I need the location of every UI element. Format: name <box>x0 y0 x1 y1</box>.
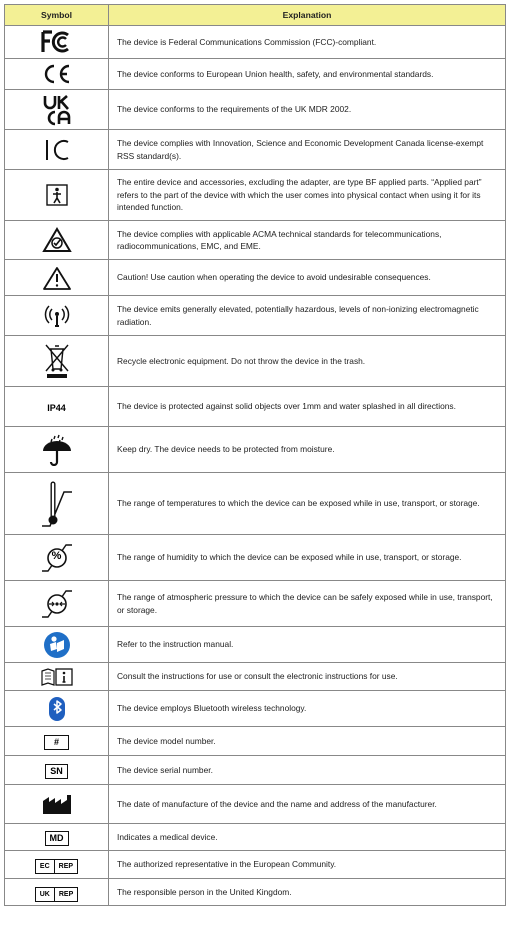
explanation-text: The entire device and accessories, excluding the adapter, are type BF applied parts. “Applied part” refers to the part of the device with which the user comes into physical contact when using it for its intended function. <box>109 170 506 221</box>
keep-dry-icon <box>40 434 74 466</box>
table-row <box>5 130 506 170</box>
table-row <box>5 296 506 336</box>
explanation-column-header: Explanation <box>109 5 506 26</box>
fcc-icon <box>40 30 74 54</box>
explanation-text: The device complies with Innovation, Science and Economic Development Canada license-exempt RSS standard(s). <box>109 130 506 170</box>
instruction-manual-icon <box>43 631 71 659</box>
explanation-text: Keep dry. The device needs to be protected from moisture. <box>109 427 506 473</box>
table-row <box>5 90 506 130</box>
bluetooth-icon <box>48 696 66 722</box>
explanation-text: The responsible person in the United Kingdom. <box>109 879 506 906</box>
medical-device-icon: MD <box>45 831 69 846</box>
explanation-text: The device conforms to European Union health, safety, and environmental standards. <box>109 59 506 90</box>
explanation-text: The device conforms to the requirements of the UK MDR 2002. <box>109 90 506 130</box>
table-row <box>5 473 506 535</box>
explanation-text: The authorized representative in the European Community. <box>109 851 506 879</box>
table-row <box>5 756 506 785</box>
uk-rep-left: UK <box>39 890 50 898</box>
table-row <box>5 727 506 756</box>
ukca-mark-icon <box>42 94 72 126</box>
table-row <box>5 581 506 627</box>
ce-mark-icon <box>42 64 72 84</box>
explanation-text: The device employs Bluetooth wireless technology. <box>109 691 506 727</box>
manufacturer-icon <box>40 793 74 815</box>
symbol-table <box>4 4 506 906</box>
explanation-text: The device complies with applicable ACMA technical standards for telecommunications, radiocommunications, EMC, and EME. <box>109 221 506 260</box>
table-row <box>5 824 506 851</box>
table-row <box>5 879 506 906</box>
explanation-text: The device is protected against solid objects over 1mm and water splashed in all directions. <box>109 387 506 427</box>
serial-number-icon: SN <box>45 764 68 779</box>
ec-rep-icon <box>35 859 78 874</box>
explanation-text: The device serial number. <box>109 756 506 785</box>
table-row <box>5 336 506 387</box>
uk-rep-right: REP <box>54 888 77 901</box>
table-row <box>5 221 506 260</box>
explanation-text: Indicates a medical device. <box>109 824 506 851</box>
explanation-text: The range of humidity to which the device can be exposed while in use, transport, or storage. <box>109 535 506 581</box>
ic-mark-icon <box>42 138 72 162</box>
explanation-text: The device is Federal Communications Commission (FCC)-compliant. <box>109 26 506 59</box>
explanation-text: The device model number. <box>109 727 506 756</box>
rcm-mark-icon <box>42 227 72 253</box>
humidity-percent-label: % <box>51 549 62 562</box>
consult-instructions-icon <box>40 667 74 687</box>
ec-rep-right: REP <box>54 860 77 873</box>
table-row <box>5 26 506 59</box>
temperature-limit-icon <box>40 478 74 530</box>
explanation-text: The date of manufacture of the device and the name and address of the manufacturer. <box>109 785 506 824</box>
explanation-text: The range of temperatures to which the device can be exposed while in use, transport, or storage. <box>109 473 506 535</box>
pressure-limit-icon <box>40 587 74 621</box>
explanation-text: The range of atmospheric pressure to which the device can be safely exposed while in use, transport, or storage. <box>109 581 506 627</box>
explanation-text: Recycle electronic equipment. Do not throw the device in the trash. <box>109 336 506 387</box>
table-row <box>5 535 506 581</box>
symbol-column-header: Symbol <box>5 5 109 26</box>
ip44-label: IP44 <box>47 402 66 413</box>
uk-rep-icon <box>35 887 79 902</box>
ec-rep-left: EC <box>39 863 50 870</box>
table-row <box>5 59 506 90</box>
non-ionizing-radiation-icon <box>43 304 71 328</box>
table-row <box>5 691 506 727</box>
type-bf-applied-part-icon <box>45 183 69 207</box>
table-row <box>5 785 506 824</box>
caution-icon <box>43 266 71 290</box>
table-row <box>5 627 506 663</box>
table-row <box>5 427 506 473</box>
table-row <box>5 663 506 691</box>
table-row <box>5 170 506 221</box>
model-number-icon: # <box>44 735 69 750</box>
explanation-text: Caution! Use caution when operating the device to avoid undesirable consequences. <box>109 260 506 296</box>
table-row <box>5 260 506 296</box>
explanation-text: Refer to the instruction manual. <box>109 627 506 663</box>
explanation-text: The device emits generally elevated, potentially hazardous, levels of non-ionizing electromagnetic radiation. <box>109 296 506 336</box>
table-row <box>5 387 506 427</box>
weee-crossed-bin-icon <box>43 343 71 379</box>
table-row <box>5 851 506 879</box>
explanation-text: Consult the instructions for use or consult the electronic instructions for use. <box>109 663 506 691</box>
table-header-row <box>5 5 506 26</box>
